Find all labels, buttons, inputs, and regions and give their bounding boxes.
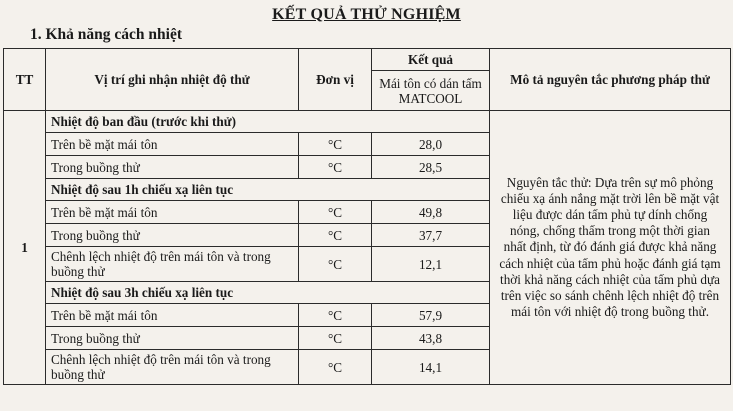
row-value: 28,5 <box>372 156 490 179</box>
row-unit: °C <box>299 247 372 282</box>
results-table <box>3 48 731 385</box>
header-tt: TT <box>4 49 46 111</box>
row-unit: °C <box>299 224 372 247</box>
row-unit: °C <box>299 201 372 224</box>
method-description: Nguyên tắc thử: Dựa trên sự mô phỏng chiếu xạ ánh nắng mặt trời lên bề mặt vật liệu được dán tấm phủ tự dính chống nóng, chống thấm trong một thời gian nhất định, từ đó đánh giá được khả năng cách nhiệt của tấm phủ hoặc đánh giá tạm thời khả năng cách nhiệt của tấm phủ dựa trên việc so sánh chênh lệch nhiệt độ trên mái tôn với nhiệt độ trong buồng thử. <box>490 111 731 385</box>
row-number: 1 <box>4 111 46 385</box>
row-unit: °C <box>299 327 372 350</box>
row-label: Trên bề mặt mái tôn <box>46 133 299 156</box>
row-unit: °C <box>299 304 372 327</box>
header-unit: Đơn vị <box>299 49 372 111</box>
row-label: Trên bề mặt mái tôn <box>46 304 299 327</box>
section-heading: 1. Khả năng cách nhiệt <box>30 26 183 43</box>
row-label: Chênh lệch nhiệt độ trên mái tôn và trong buồng thử <box>46 350 299 385</box>
row-value: 57,9 <box>372 304 490 327</box>
group-title: Nhiệt độ ban đầu (trước khi thử) <box>46 111 490 133</box>
row-value: 12,1 <box>372 247 490 282</box>
group-title: Nhiệt độ sau 1h chiếu xạ liên tục <box>46 179 490 201</box>
row-unit: °C <box>299 350 372 385</box>
row-unit: °C <box>299 133 372 156</box>
row-value: 28,0 <box>372 133 490 156</box>
group-title: Nhiệt độ sau 3h chiếu xạ liên tục <box>46 282 490 304</box>
row-label: Trong buồng thử <box>46 224 299 247</box>
header-method: Mô tả nguyên tắc phương pháp thử <box>490 49 731 111</box>
header-position: Vị trí ghi nhận nhiệt độ thử <box>46 49 299 111</box>
row-label: Chênh lệch nhiệt độ trên mái tôn và trong buồng thử <box>46 247 299 282</box>
row-value: 14,1 <box>372 350 490 385</box>
page-title: KẾT QUẢ THỬ NGHIỆM <box>272 6 461 23</box>
header-result-sub: Mái tôn có dán tấm MATCOOL <box>372 71 490 111</box>
row-unit: °C <box>299 156 372 179</box>
row-label: Trong buồng thử <box>46 156 299 179</box>
header-result: Kết quả <box>372 49 490 71</box>
row-value: 43,8 <box>372 327 490 350</box>
row-value: 37,7 <box>372 224 490 247</box>
row-value: 49,8 <box>372 201 490 224</box>
row-label: Trên bề mặt mái tôn <box>46 201 299 224</box>
row-label: Trong buồng thử <box>46 327 299 350</box>
